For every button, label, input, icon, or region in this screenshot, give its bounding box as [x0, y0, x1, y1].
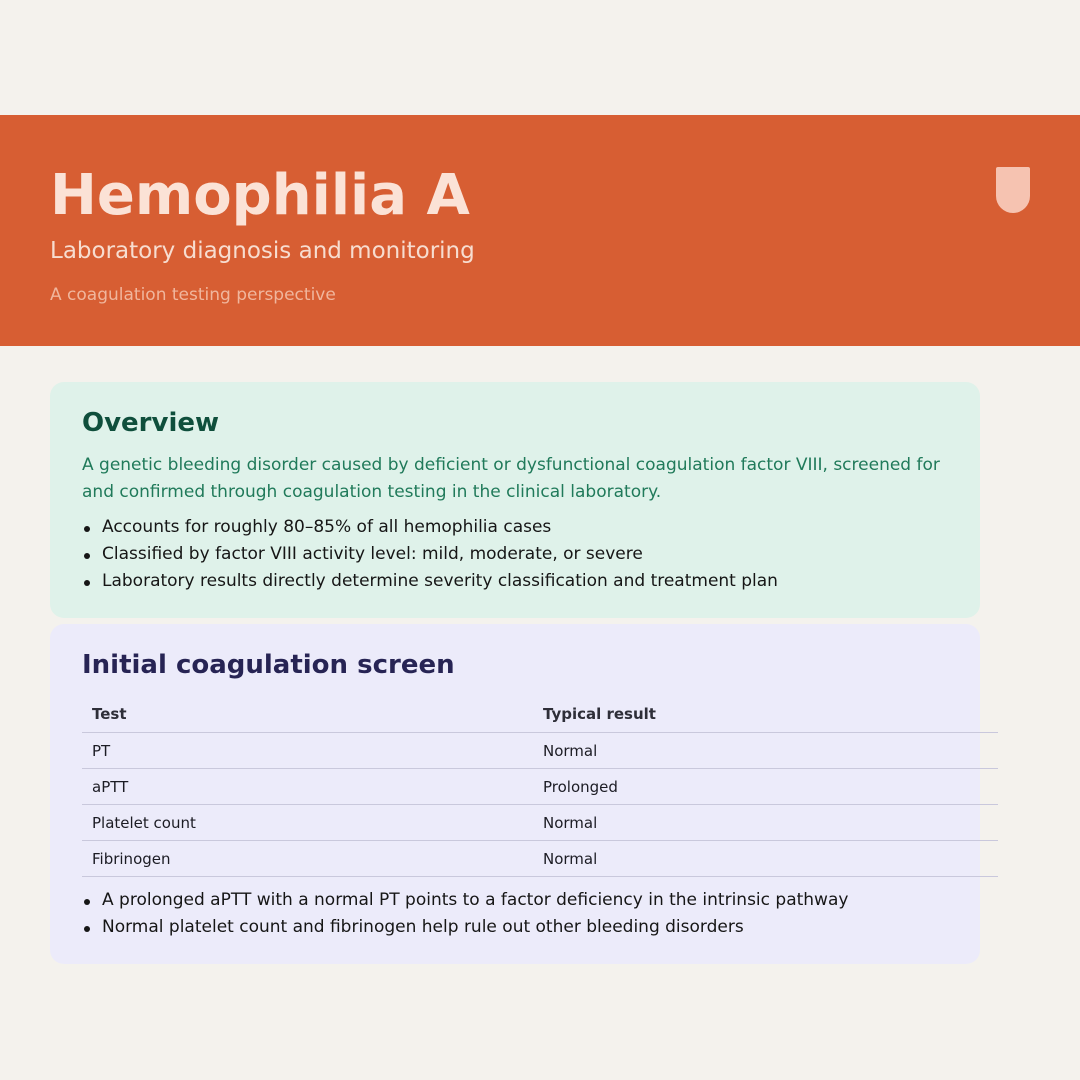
- result-cell: Normal: [533, 805, 998, 841]
- test-name-cell: PT: [82, 733, 533, 769]
- page-tagline: A coagulation testing perspective: [50, 285, 336, 305]
- screen-heading: Initial coagulation screen: [82, 650, 455, 680]
- result-cell: Normal: [533, 733, 998, 769]
- coagulation-table: [82, 696, 998, 877]
- list-item: Accounts for roughly 80–85% of all hemophilia cases: [82, 514, 948, 541]
- table-row: [82, 841, 998, 877]
- page-subtitle: Laboratory diagnosis and monitoring: [50, 238, 475, 264]
- test-name-cell: Fibrinogen: [82, 841, 533, 877]
- column-header-result: Typical result: [533, 696, 998, 733]
- screen-bullet-list: [82, 887, 948, 941]
- list-item: Classified by factor VIII activity level: mild, moderate, or severe: [82, 541, 948, 568]
- title-banner: [0, 115, 1080, 346]
- overview-card: [50, 382, 980, 618]
- list-item: Normal platelet count and fibrinogen help rule out other bleeding disorders: [82, 914, 948, 941]
- coagulation-screen-card: [50, 624, 980, 964]
- overview-intro: A genetic bleeding disorder caused by deficient or dysfunctional coagulation factor VIII, screened for and confirmed through coagulation testing in the clinical laboratory.: [82, 455, 940, 502]
- result-cell: Prolonged: [533, 769, 998, 805]
- shield-icon: [996, 167, 1030, 213]
- list-item: Laboratory results directly determine severity classification and treatment plan: [82, 568, 948, 595]
- table-row: [82, 733, 998, 769]
- list-item: A prolonged aPTT with a normal PT points to a factor deficiency in the intrinsic pathway: [82, 887, 948, 914]
- table-row: [82, 805, 998, 841]
- overview-heading: Overview: [82, 408, 220, 438]
- table-row: [82, 769, 998, 805]
- table-header-row: [82, 696, 998, 733]
- overview-bullet-list: [82, 514, 948, 595]
- result-cell: Normal: [533, 841, 998, 877]
- test-name-cell: Platelet count: [82, 805, 533, 841]
- page-title: Hemophilia A: [50, 163, 470, 228]
- test-name-cell: aPTT: [82, 769, 533, 805]
- column-header-test: Test: [82, 696, 533, 733]
